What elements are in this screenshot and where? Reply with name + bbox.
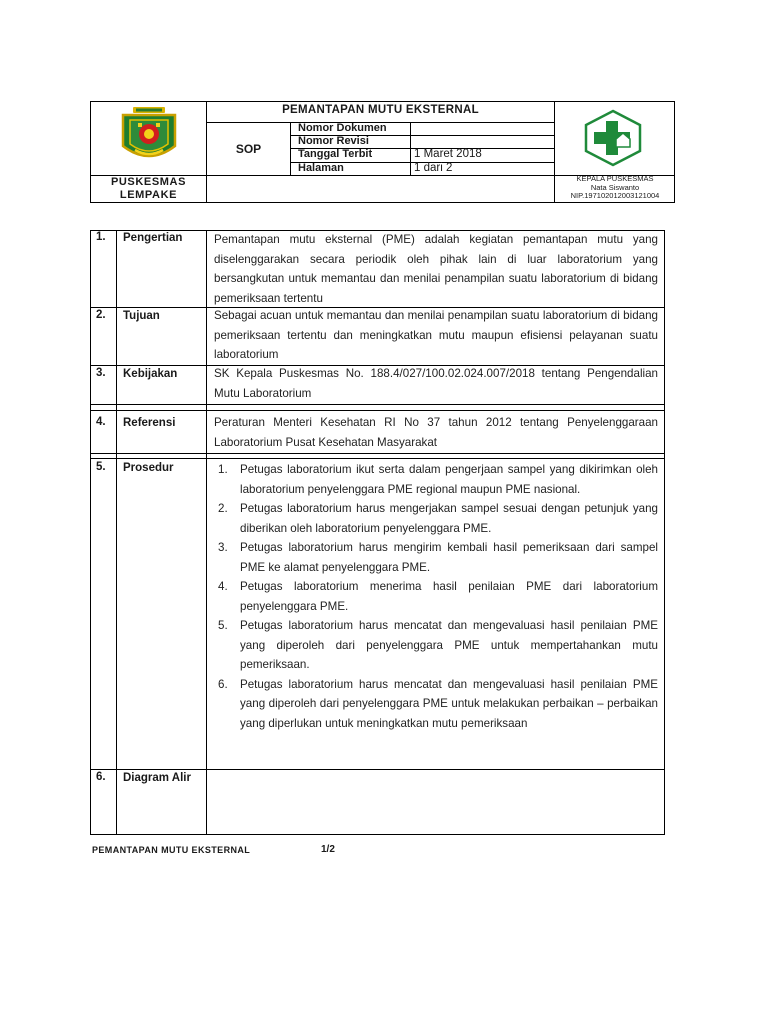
signatory-title: KEPALA PUSKESMAS [576,174,654,183]
section-label: Diagram Alir [123,772,191,784]
step-number: 4. [218,580,228,593]
section-number: 1. [96,231,106,243]
section-label: Referensi [123,417,176,429]
step-text: Petugas laboratorium harus mencatat dan mengevaluasi hasil penilaian PME yang diperoleh dari penyelenggara PME untuk mempertahankan mutu pemeriksaan. [240,619,658,671]
regency-crest-logo [118,106,180,164]
step-text: Petugas laboratorium harus mengerjakan sampel sesuai dengan petunjuk yang diberikan oleh laboratorium penyelenggara PME. [240,502,658,535]
procedure-list [214,460,658,733]
footer-title: PEMANTAPAN MUTU EKSTERNAL [92,845,251,855]
procedure-step [214,616,658,675]
step-number: 5. [218,619,228,632]
step-text: Petugas laboratorium harus mencatat dan mengevaluasi hasil penilaian PME yang diperoleh dari penyelenggara PME untuk melakukan perbaikan – perbaikan yang diperlukan untuk meningkatkan mutu pemeriksaan [240,677,658,730]
step-number: 1. [218,463,228,476]
meta-label: Nomor Revisi [298,135,369,147]
meta-label: Nomor Dokumen [298,122,387,134]
section-number: 4. [96,416,106,428]
step-text: Petugas laboratorium menerima hasil penilaian PME dari laboratorium penyelenggara PME. [240,580,658,613]
section-number: 5. [96,461,106,473]
section-text: Sebagai acuan untuk memantau dan menilai penampilan suatu laboratorium di bidang pemeriksaan tertentu dan meningkatkan mutu maupun efisiensi pelayanan suatu laboratorium [214,309,658,361]
procedure-step [214,499,658,538]
section-number: 3. [96,367,106,379]
signatory-name: Nata Siswanto [590,182,640,192]
section-text: Pemantapan mutu eksternal (PME) adalah kegiatan pemantapan mutu yang diselenggarakan secara periodik oleh pihak lain di luar laboratorium yang bersangkutan untuk memantau dan menilai penampilan suatu laboratorium di bidang pemeriksaan tertentu [214,233,658,305]
section-label: Pengertian [123,232,183,244]
section-label: Prosedur [123,462,174,474]
meta-label: Tanggal Terbit [298,148,373,160]
step-text: Petugas laboratorium harus mengirim kembali hasil pemeriksaan dari sampel PME ke alamat penyelenggara PME. [240,541,658,574]
sop-label: SOP [235,142,262,156]
procedure-step [214,538,658,577]
signatory-nip: NIP.197102012003121004 [570,191,660,200]
section-number: 2. [96,309,106,321]
puskesmas-green-cross-logo [582,109,644,167]
procedure-step [214,577,658,616]
meta-value: 1 dari 2 [414,162,453,174]
procedure-step [214,460,658,499]
document-title: PEMANTAPAN MUTU EKSTERNAL [282,104,479,116]
step-text: Petugas laboratorium ikut serta dalam pengerjaan sampel yang dikirimkan oleh laboratorium penyelenggara PME regional maupun PME nasional. [240,463,658,496]
signatory-block [555,175,675,201]
meta-label: Halaman [298,162,344,174]
procedure-step [214,675,658,734]
step-number: 2. [218,502,228,515]
section-text: SK Kepala Puskesmas No. 188.4/027/100.02.024.007/2018 tentang Pengendalian Mutu Laboratorium [214,367,658,400]
section-number: 6. [96,771,106,783]
section-label: Kebijakan [123,368,178,380]
step-number: 6. [218,677,228,691]
section-label: Tujuan [123,310,160,322]
page-number: 1/2 [321,844,335,855]
section-text: Peraturan Menteri Kesehatan RI No 37 tahun 2012 tentang Penyelenggaraan Laboratorium Pusat Kesehatan Masyarakat [214,416,658,449]
organization-name: PUSKESMAS LEMPAKE [110,176,187,201]
meta-value: 1 Maret 2018 [414,148,482,160]
step-number: 3. [218,541,228,554]
